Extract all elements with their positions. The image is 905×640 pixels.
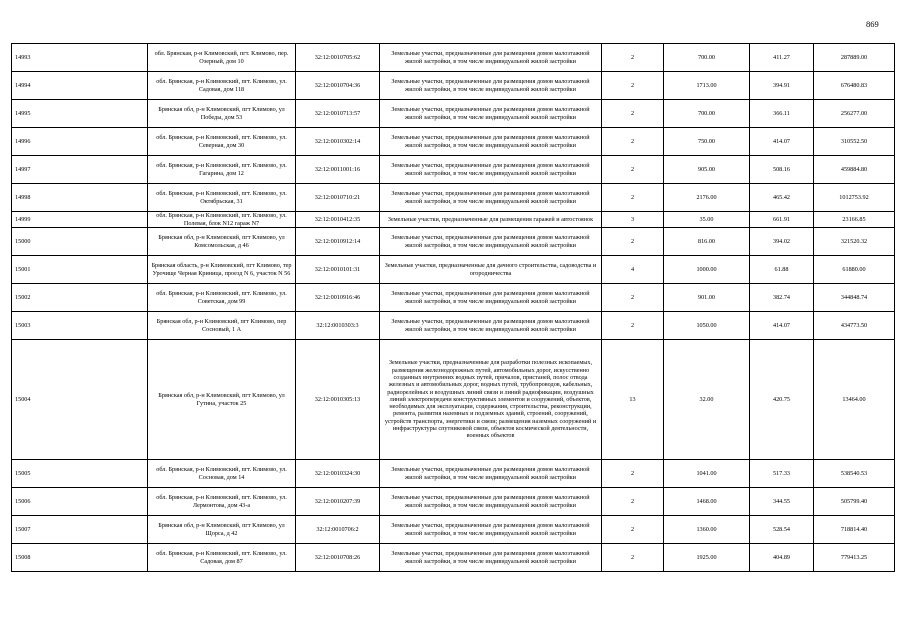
cadastral-value-cell: 287889.00 (814, 44, 895, 72)
cadastral-value-cell: 676480.83 (814, 72, 895, 100)
area-cell: 2176.00 (664, 184, 750, 212)
cadastral-value-cell: 61880.00 (814, 256, 895, 284)
category-cell: 2 (602, 184, 664, 212)
permitted-use-cell: Земельные участки, предназначенные для размещения домов малоэтажной жилой застройки, в том числе индивидуальной жилой застройки (380, 44, 602, 72)
cadastral-number-cell: 32:12:0010303:3 (296, 312, 380, 340)
category-cell: 2 (602, 516, 664, 544)
table-row (12, 460, 895, 488)
cadastral-value-cell: 538540.53 (814, 460, 895, 488)
row-number-cell: 14998 (12, 184, 148, 212)
table-row (12, 44, 895, 72)
cadastral-number-cell: 32:12:0010412:35 (296, 212, 380, 228)
unit-value-cell: 528.54 (750, 516, 814, 544)
permitted-use-cell: Земельные участки, предназначенные для размещения домов малоэтажной жилой застройки, в том числе индивидуальной жилой застройки (380, 460, 602, 488)
cadastral-value-cell: 434773.50 (814, 312, 895, 340)
cadastral-value-cell: 321520.32 (814, 228, 895, 256)
area-cell: 1050.00 (664, 312, 750, 340)
table-row (12, 256, 895, 284)
address-cell: обл. Брянская, р-н Климовский, пгт. Климово, ул. Октябрьская, 31 (148, 184, 296, 212)
unit-value-cell: 382.74 (750, 284, 814, 312)
area-cell: 1925.00 (664, 544, 750, 572)
area-cell: 1713.00 (664, 72, 750, 100)
cadastral-number-cell: 32:12:0010916:46 (296, 284, 380, 312)
permitted-use-cell: Земельные участки, предназначенные для размещения домов малоэтажной жилой застройки, в том числе индивидуальной жилой застройки (380, 284, 602, 312)
address-cell: Брянская обл, р-н Климовский, пгт Климово, ул Гутина, участок 25 (148, 340, 296, 460)
row-number-cell: 15003 (12, 312, 148, 340)
category-cell: 2 (602, 128, 664, 156)
table-row (12, 156, 895, 184)
category-cell: 2 (602, 544, 664, 572)
unit-value-cell: 414.07 (750, 312, 814, 340)
row-number-cell: 15000 (12, 228, 148, 256)
table-row (12, 284, 895, 312)
cadastral-value-cell: 718814.40 (814, 516, 895, 544)
category-cell: 2 (602, 284, 664, 312)
permitted-use-cell: Земельные участки, предназначенные для размещения домов малоэтажной жилой застройки, в том числе индивидуальной жилой застройки (380, 72, 602, 100)
cadastral-value-cell: 459884.80 (814, 156, 895, 184)
category-cell: 3 (602, 212, 664, 228)
address-cell: обл. Брянская, р-н Климовский, пгт. Климово, ул. Садовая, дом 87 (148, 544, 296, 572)
unit-value-cell: 366.11 (750, 100, 814, 128)
area-cell: 700.00 (664, 44, 750, 72)
row-number-cell: 14997 (12, 156, 148, 184)
row-number-cell: 15008 (12, 544, 148, 572)
cadastral-value-cell: 13464.00 (814, 340, 895, 460)
row-number-cell: 14995 (12, 100, 148, 128)
area-cell: 901.00 (664, 284, 750, 312)
cadastral-number-cell: 32:12:0011001:16 (296, 156, 380, 184)
row-number-cell: 15004 (12, 340, 148, 460)
address-cell: обл. Брянская, р-н Климовский, пгт. Климово, ул. Гагарина, дом 12 (148, 156, 296, 184)
area-cell: 35.00 (664, 212, 750, 228)
cadastral-number-cell: 32:12:0010912:14 (296, 228, 380, 256)
cadastral-number-cell: 32:12:0010302:14 (296, 128, 380, 156)
category-cell: 2 (602, 312, 664, 340)
area-cell: 1360.00 (664, 516, 750, 544)
unit-value-cell: 508.16 (750, 156, 814, 184)
unit-value-cell: 404.89 (750, 544, 814, 572)
permitted-use-cell: Земельные участки, предназначенные для размещения домов малоэтажной жилой застройки, в том числе индивидуальной жилой застройки (380, 184, 602, 212)
table-row (12, 228, 895, 256)
permitted-use-cell: Земельные участки, предназначенные для размещения домов малоэтажной жилой застройки, в том числе индивидуальной жилой застройки (380, 488, 602, 516)
unit-value-cell: 420.75 (750, 340, 814, 460)
address-cell: Брянская обл, р-н Климовский, пгт Климово, ул Победы, дом 53 (148, 100, 296, 128)
table-row (12, 516, 895, 544)
cadastral-number-cell: 32:12:0010207:39 (296, 488, 380, 516)
cadastral-value-cell: 310552.50 (814, 128, 895, 156)
cadastral-value-cell: 779413.25 (814, 544, 895, 572)
category-cell: 13 (602, 340, 664, 460)
area-cell: 32.00 (664, 340, 750, 460)
category-cell: 4 (602, 256, 664, 284)
permitted-use-cell: Земельные участки, предназначенные для размещения гаражей и автостоянок (380, 212, 602, 228)
category-cell: 2 (602, 100, 664, 128)
table-body (12, 44, 895, 572)
page-number: 869 (866, 19, 879, 29)
unit-value-cell: 61.88 (750, 256, 814, 284)
unit-value-cell: 344.55 (750, 488, 814, 516)
table-row (12, 100, 895, 128)
unit-value-cell: 414.07 (750, 128, 814, 156)
address-cell: обл. Брянская, р-н Климовский, пгт. Климово, ул. Лермонтова, дом 43-а (148, 488, 296, 516)
permitted-use-cell: Земельные участки, предназначенные для размещения домов малоэтажной жилой застройки, в том числе индивидуальной жилой застройки (380, 312, 602, 340)
cadastral-number-cell: 32:12:0010706:2 (296, 516, 380, 544)
permitted-use-cell: Земельные участки, предназначенные для размещения домов малоэтажной жилой застройки, в том числе индивидуальной жилой застройки (380, 128, 602, 156)
unit-value-cell: 661.91 (750, 212, 814, 228)
row-number-cell: 14999 (12, 212, 148, 228)
permitted-use-cell: Земельные участки, предназначенные для размещения домов малоэтажной жилой застройки, в том числе индивидуальной жилой застройки (380, 228, 602, 256)
row-number-cell: 15005 (12, 460, 148, 488)
unit-value-cell: 465.42 (750, 184, 814, 212)
permitted-use-cell: Земельные участки, предназначенные для размещения домов малоэтажной жилой застройки, в том числе индивидуальной жилой застройки (380, 156, 602, 184)
unit-value-cell: 411.27 (750, 44, 814, 72)
table-row (12, 544, 895, 572)
cadastral-number-cell: 32:12:0010324:30 (296, 460, 380, 488)
category-cell: 2 (602, 72, 664, 100)
address-cell: обл. Брянская, р-н Климовский, пгт. Климово, ул. Советская, дом 99 (148, 284, 296, 312)
address-cell: Брянская обл, р-н Климовский, пгт Климово, пер Сосновый, 1 А (148, 312, 296, 340)
address-cell: обл. Брянская, р-н Климовский, пгт. Климово, ул. Северная, дом 30 (148, 128, 296, 156)
cadastral-number-cell: 32:12:0010710:21 (296, 184, 380, 212)
table-row (12, 72, 895, 100)
permitted-use-cell: Земельные участки, предназначенные для разработки полезных ископаемых, размещения железнодорожных путей, автомобильных дорог, искусственно созданных внутренних водных путей, причалов, пристаней, полос отвода железных и автомобильных дорог, водных путей, трубопроводов, кабельных, радиорелейных и воздушных линий связи и линий радиофикации, воздушных линий электропередачи конструктивных элементов и сооружений, объектов, необходимых для эксплуатации, содержания, строительства, реконструкции, ремонта, развития наземных и подземных зданий, строений, сооружений, устройств транспорта, энергетики и связи; размещения наземных сооружений и инфраструктуры спутниковой связи, объектов космической деятельности, военных объектов (380, 340, 602, 460)
row-number-cell: 15007 (12, 516, 148, 544)
table-row (12, 184, 895, 212)
row-number-cell: 14994 (12, 72, 148, 100)
category-cell: 2 (602, 228, 664, 256)
unit-value-cell: 394.02 (750, 228, 814, 256)
cadastral-number-cell: 32:12:0010708:26 (296, 544, 380, 572)
cadastral-value-cell: 1012753.92 (814, 184, 895, 212)
cadastral-value-cell: 505799.40 (814, 488, 895, 516)
area-cell: 700.00 (664, 100, 750, 128)
category-cell: 2 (602, 44, 664, 72)
area-cell: 1000.00 (664, 256, 750, 284)
unit-value-cell: 517.33 (750, 460, 814, 488)
cadastral-value-cell: 23166.85 (814, 212, 895, 228)
cadastral-number-cell: 32:12:0010713:57 (296, 100, 380, 128)
address-cell: обл. Брянская, р-н Климовский, пгт. Климово, ул. Садовая, дом 118 (148, 72, 296, 100)
category-cell: 2 (602, 460, 664, 488)
table-row (12, 312, 895, 340)
row-number-cell: 14996 (12, 128, 148, 156)
area-cell: 1041.00 (664, 460, 750, 488)
cadastral-value-cell: 256277.00 (814, 100, 895, 128)
cadastral-number-cell: 32:12:0010704:36 (296, 72, 380, 100)
address-cell: обл. Брянская, р-н Климовский, пгт. Климово, ул. Сосновая, дом 14 (148, 460, 296, 488)
address-cell: Брянская обл, р-н Климовский, пгт Климово, ул Щорса, д 42 (148, 516, 296, 544)
table-row (12, 128, 895, 156)
area-cell: 905.00 (664, 156, 750, 184)
area-cell: 1468.00 (664, 488, 750, 516)
row-number-cell: 15006 (12, 488, 148, 516)
permitted-use-cell: Земельные участки, предназначенные для дачного строительства, садоводства и огородничества (380, 256, 602, 284)
address-cell: Брянская обл, р-н Климовский, пгт Климово, ул Комсомольская, д 46 (148, 228, 296, 256)
cadastral-number-cell: 32:12:0010305:13 (296, 340, 380, 460)
row-number-cell: 14993 (12, 44, 148, 72)
category-cell: 2 (602, 156, 664, 184)
unit-value-cell: 394.91 (750, 72, 814, 100)
cadastral-number-cell: 32:12:0010705:62 (296, 44, 380, 72)
address-cell: Брянская область, р-н Климовский, пгт Климово, тер Урочище Черная Криница, проезд N 6, участок N 56 (148, 256, 296, 284)
address-cell: обл. Брянская, р-н Климовский, пгт. Климово, ул. Полевая, блок N12 гараж N7 (148, 212, 296, 228)
cadastral-value-cell: 344848.74 (814, 284, 895, 312)
permitted-use-cell: Земельные участки, предназначенные для размещения домов малоэтажной жилой застройки, в том числе индивидуальной жилой застройки (380, 544, 602, 572)
table-row (12, 212, 895, 228)
address-cell: обл. Брянская, р-н Климовский, пгт. Климово, пер. Озерный, дом 10 (148, 44, 296, 72)
row-number-cell: 15001 (12, 256, 148, 284)
row-number-cell: 15002 (12, 284, 148, 312)
permitted-use-cell: Земельные участки, предназначенные для размещения домов малоэтажной жилой застройки, в том числе индивидуальной жилой застройки (380, 100, 602, 128)
area-cell: 816.00 (664, 228, 750, 256)
land-registry-table (11, 43, 895, 572)
area-cell: 750.00 (664, 128, 750, 156)
table-row (12, 340, 895, 460)
table-row (12, 488, 895, 516)
category-cell: 2 (602, 488, 664, 516)
permitted-use-cell: Земельные участки, предназначенные для размещения домов малоэтажной жилой застройки, в том числе индивидуальной жилой застройки (380, 516, 602, 544)
cadastral-number-cell: 32:12:0010101:31 (296, 256, 380, 284)
